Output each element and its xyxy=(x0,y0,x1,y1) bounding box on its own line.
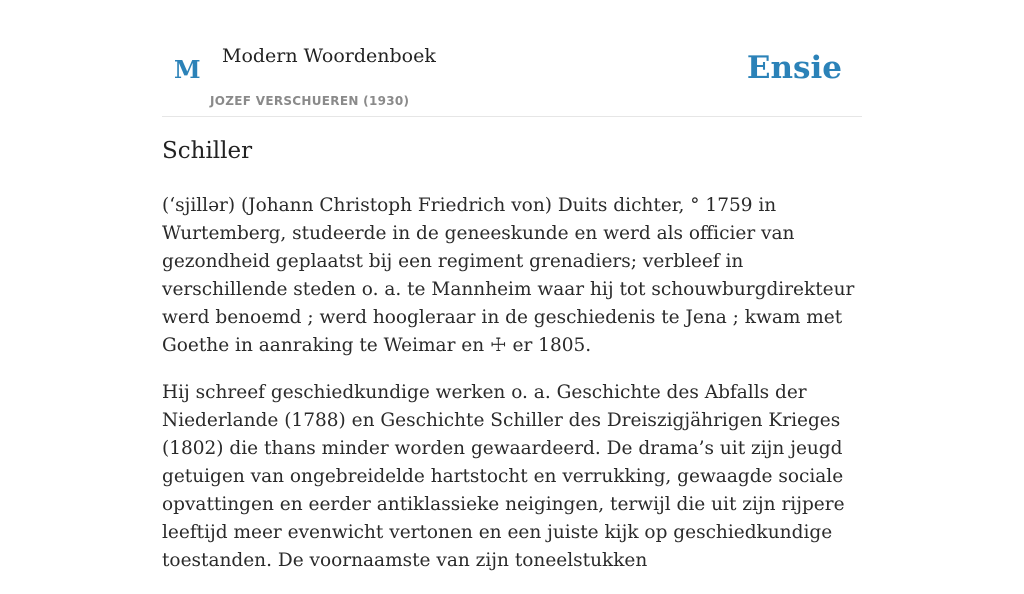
dictionary-logo[interactable]: M xyxy=(174,55,201,84)
dictionary-header xyxy=(162,0,862,117)
brand-logo[interactable]: Ensie xyxy=(746,50,842,86)
entry-body xyxy=(162,192,862,594)
entry-title: Schiller xyxy=(162,138,253,164)
dictionary-author: JOZEF VERSCHUEREN (1930) xyxy=(210,94,410,108)
dictionary-title[interactable]: Modern Woordenboek xyxy=(222,45,436,67)
entry-paragraph: (ʻsjillər) (Johann Christoph Friedrich von) Duits dichter, ° 1759 in Wurtemberg, studeerde in de geneeskunde en werd als officier van gezondheid geplaatst bij een regiment grenadiers; verbleef in verschillende steden o. a. te Mannheim waar hij tot schouwburgdirekteur werd benoemd ; werd hoogleraar in de geschiedenis te Jena ; kwam met Goethe in aanraking te Weimar en ☩ er 1805. xyxy=(162,195,855,356)
entry-paragraph: Hij schreef geschiedkundige werken o. a. Geschichte des Abfalls der Niederlande (1788) en Geschichte Schiller des Dreiszigjährigen Krieges (1802) die thans minder worden gewaardeerd. De drama’s uit zijn jeugd getuigen van ongebreidelde hartstocht en verrukking, gewaagde sociale opvattingen en eerder antiklassieke neigingen, terwijl die uit zijn rijpere leeftijd meer evenwicht vertonen en een juiste kijk op geschiedkundige toestanden. De voornaamste van zijn toneelstukken xyxy=(162,382,845,571)
